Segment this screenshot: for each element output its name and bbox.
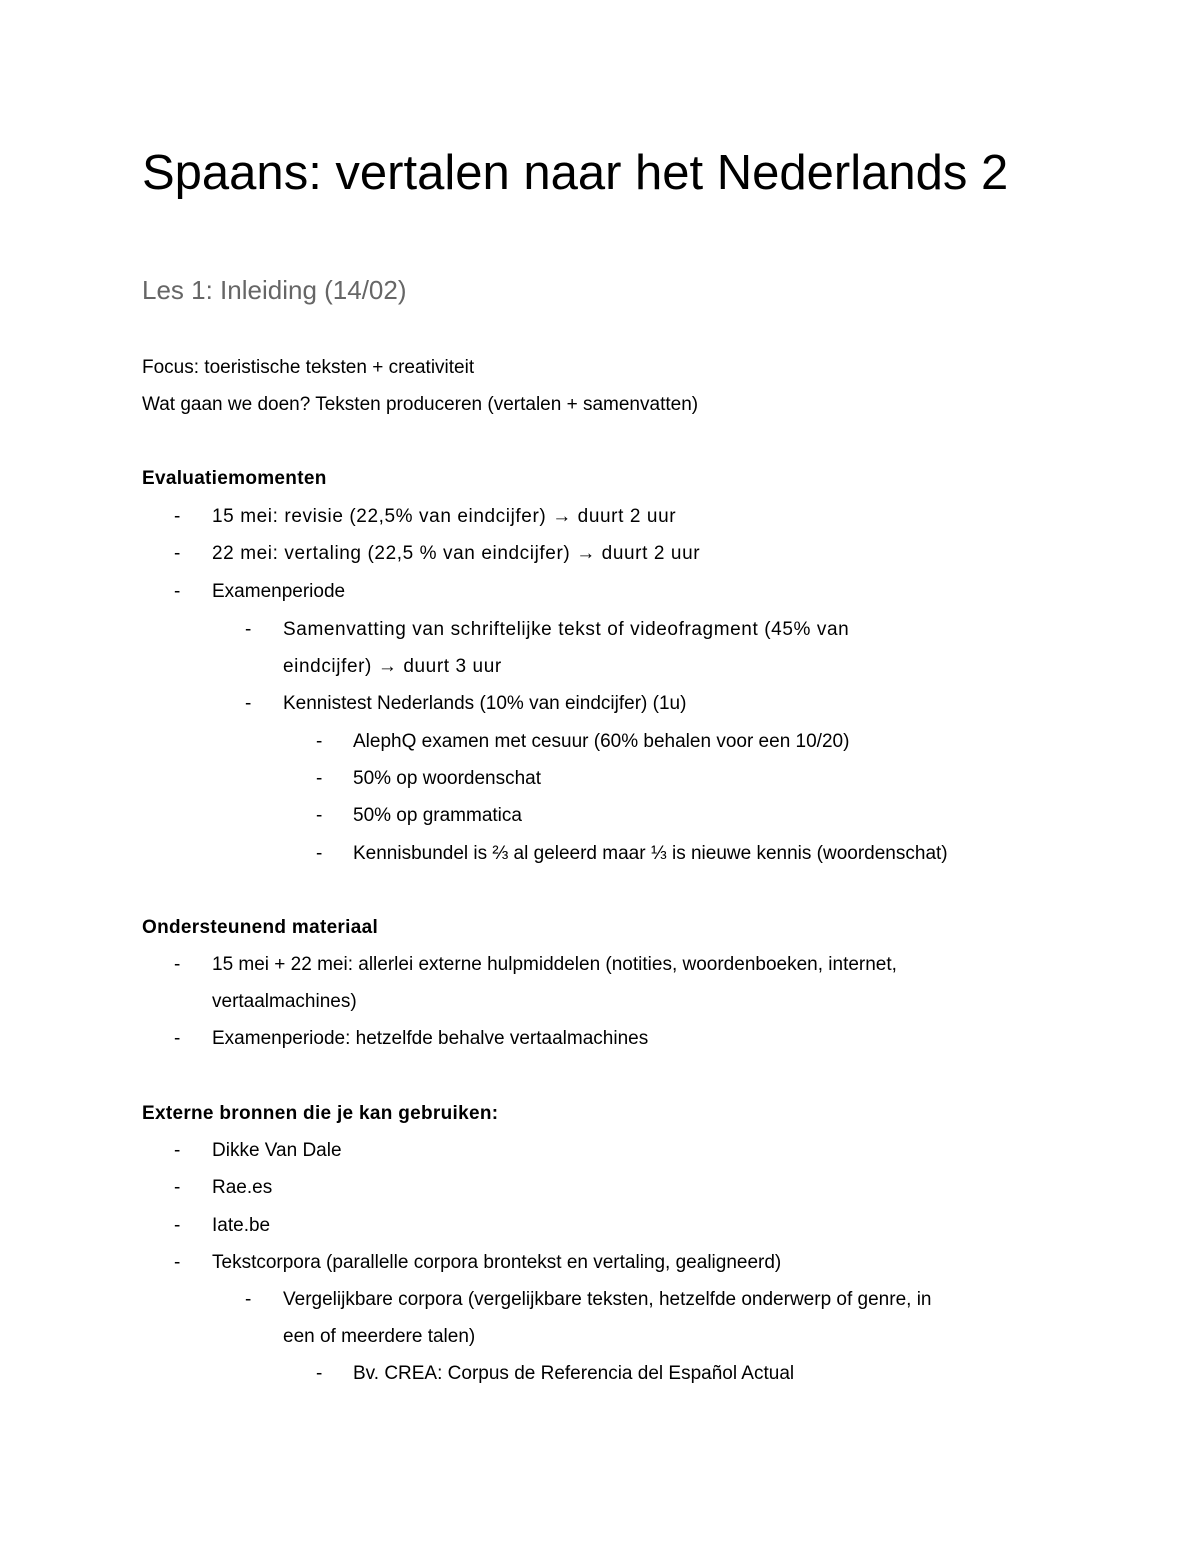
list-bullet: - [316, 1363, 323, 1384]
list-item: Tekstcorpora (parallelle corpora brontekst en vertaling, gealigneerd) [212, 1252, 782, 1273]
list-bullet: - [316, 805, 323, 826]
list-bullet: - [174, 954, 181, 975]
list-item: 22 mei: vertaling (22,5 % van eindcijfer) → duurt 2 uur [212, 543, 701, 564]
list-item: 50% op grammatica [353, 805, 522, 826]
question-text: Wat gaan we doen? Teksten produceren (vertalen + samenvatten) [142, 394, 699, 415]
list-bullet: - [174, 1140, 181, 1161]
focus-text: Focus: toeristische teksten + creativiteit [142, 357, 475, 378]
list-item: Examenperiode: hetzelfde behalve vertaalmachines [212, 1028, 649, 1049]
list-bullet: - [245, 619, 252, 640]
list-bullet: - [316, 731, 323, 752]
list-bullet: - [174, 1028, 181, 1049]
list-item: Examenperiode [212, 581, 346, 602]
list-bullet: - [245, 693, 252, 714]
list-bullet: - [174, 1177, 181, 1198]
list-item: 15 mei + 22 mei: allerlei externe hulpmiddelen (notities, woordenboeken, internet, [212, 954, 897, 975]
list-item: Kennistest Nederlands (10% van eindcijfer) (1u) [283, 693, 687, 714]
list-item: Samenvatting van schriftelijke tekst of videofragment (45% van [283, 619, 850, 640]
list-item: Vergelijkbare corpora (vergelijkbare teksten, hetzelfde onderwerp of genre, in [283, 1289, 932, 1310]
bronnen-heading: Externe bronnen die je kan gebruiken: [142, 1103, 499, 1124]
list-item: AlephQ examen met cesuur (60% behalen voor een 10/20) [353, 731, 850, 752]
materiaal-heading: Ondersteunend materiaal [142, 917, 379, 938]
list-bullet: - [174, 506, 181, 527]
list-item: Dikke Van Dale [212, 1140, 342, 1161]
lesson-heading: Les 1: Inleiding (14/02) [142, 275, 407, 305]
list-bullet: - [245, 1289, 252, 1310]
list-bullet: - [174, 581, 181, 602]
list-item-continuation: vertaalmachines) [212, 991, 357, 1012]
list-item: Iate.be [212, 1215, 271, 1236]
list-bullet: - [174, 1215, 181, 1236]
list-bullet: - [174, 543, 181, 564]
list-bullet: - [316, 768, 323, 789]
list-item-continuation: een of meerdere talen) [283, 1326, 476, 1347]
list-item: Bv. CREA: Corpus de Referencia del Español Actual [353, 1363, 795, 1384]
evaluatie-heading: Evaluatiemomenten [142, 468, 327, 489]
list-bullet: - [316, 843, 323, 864]
list-item-continuation: eindcijfer) → duurt 3 uur [283, 656, 502, 677]
list-item: Kennisbundel is ⅔ al geleerd maar ⅓ is nieuwe kennis (woordenschat) [353, 843, 948, 864]
list-item: 50% op woordenschat [353, 768, 542, 789]
document-title: Spaans: vertalen naar het Nederlands 2 [142, 146, 1009, 200]
list-item: Rae.es [212, 1177, 273, 1198]
list-item: 15 mei: revisie (22,5% van eindcijfer) → duurt 2 uur [212, 506, 677, 527]
list-bullet: - [174, 1252, 181, 1273]
